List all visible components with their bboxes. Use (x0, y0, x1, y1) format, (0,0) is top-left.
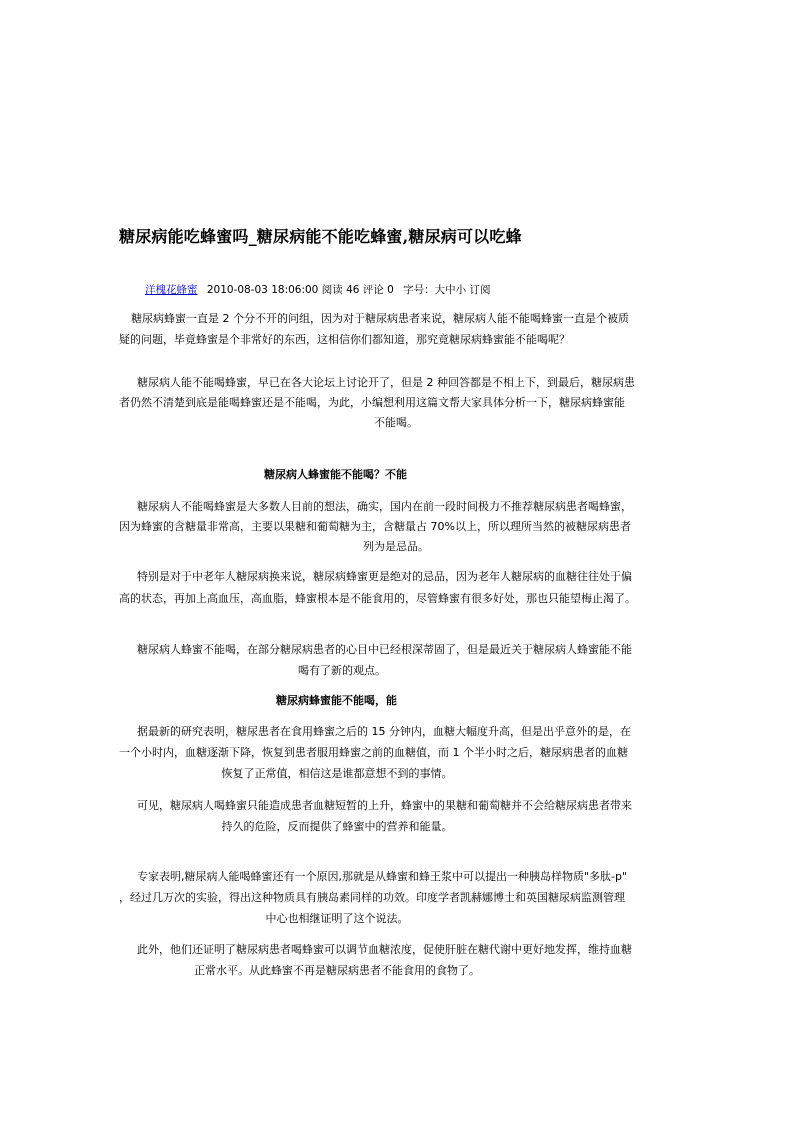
paragraph-line: 喝有了新的观点。 (298, 664, 386, 677)
paragraph-line: 糖尿病人不能喝蜂蜜是大多数人目前的想法，确实，国内在前一段时间极力不推荐糖尿病患者喝蜂蜜， (137, 500, 632, 513)
paragraph-line: 糖尿病蜂蜜一直是 2 个分不开的问组，因为对于糖尿病患者来说，糖尿病人能不能喝蜂蜜一直是个被质 (131, 312, 629, 325)
paragraph-line: 一个小时内，血糖逐渐下降，恢复到患者服用蜂蜜之前的血糖值，而 1 个半小时之后，糖尿病患者的血糖 (119, 746, 628, 759)
comment-count: 0 (387, 284, 394, 296)
paragraph-line: 可见，糖尿病人喝蜂蜜只能造成患者血糖短暂的上升，蜂蜜中的果糖和葡萄糖并不会给糖尿病患者带来 (137, 799, 632, 812)
post-datetime: 2010-08-03 18:06:00 (206, 284, 319, 296)
font-size-small-button[interactable]: 小 (455, 284, 467, 296)
section-heading: 糖尿病蜂蜜能不能喝，能 (276, 694, 397, 707)
paragraph-line: 特别是对于中老年人糖尿病换来说，糖尿病蜂蜜更是绝对的忌品，因为老年人糖尿病的血糖往往处于偏 (137, 570, 632, 583)
paragraph-line: 持久的危险，反而提供了蜂蜜中的营养和能量。 (221, 820, 453, 833)
font-size-large-button[interactable]: 大 (434, 284, 446, 296)
author-link[interactable]: 洋槐花蜂蜜 (145, 284, 198, 296)
paragraph-line: 因为蜂蜜的含糖量非常高，主要以果糖和葡萄糖为主，含糖量占 70%以上，所以理所当然的被糖尿病患者 (119, 520, 631, 533)
comment-label: 评论 (362, 284, 384, 296)
read-count: 46 (346, 284, 360, 296)
paragraph-line: 恢复了正常值，相信这是谁都意想不到的事情。 (221, 767, 453, 780)
article-title: 糖尿病能吃蜂蜜吗_糖尿病能不能吃蜂蜜,糖尿病可以吃蜂 (119, 227, 522, 246)
paragraph-line: 正常水平。从此蜂蜜不再是糖尿病患者不能食用的食物了。 (194, 964, 480, 977)
paragraph-line: 者仍然不清楚到底是能喝蜂蜜还是不能喝，为此，小编想利用这篇文帮大家具体分析一下，糖尿病蜂蜜能 (119, 396, 625, 409)
paragraph-line: 高的状态，再加上高血压，高血脂，蜂蜜根本是不能食用的，尽管蜂蜜有很多好处，那也只能望梅止渴了。 (119, 592, 636, 605)
paragraph-line: 疑的问题，毕竟蜂蜜是个非常好的东西，这相信你们都知道，那究竟糖尿病蜂蜜能不能喝呢？ (119, 333, 570, 346)
paragraph-line: 中心也相继证明了这个说法。 (265, 912, 409, 925)
section-heading: 糖尿病人蜂蜜能不能喝？不能 (264, 468, 407, 481)
font-size-label: 字号： (403, 284, 435, 296)
paragraph-line: 糖尿病人蜂蜜不能喝，在部分糖尿病患者的心目中已经根深蒂固了，但是最近关于糖尿病人蜂蜜能不能 (137, 643, 632, 656)
paragraph-line: 专家表明,糖尿病人能喝蜂蜜还有一个原因,那就是从蜂蜜和蜂王浆中可以提出一种胰岛样物质"多肽-p" (137, 870, 628, 883)
paragraph-line: 据最新的研究表明，糖尿患者在食用蜂蜜之后的 15 分钟内，血糖大幅度升高，但是出乎意外的是，在 (137, 725, 631, 738)
paragraph-line: ，经过几万次的实验，得出这种物质具有胰岛素同样的功效。印度学者凯赫娜博士和英国糖尿病监测管理 (119, 891, 625, 904)
paragraph-line: 此外，他们还证明了糖尿病患者喝蜂蜜可以调节血糖浓度，促使肝脏在糖代谢中更好地发挥，维持血糖 (137, 943, 632, 956)
paragraph-line: 不能喝。 (374, 416, 418, 429)
subscribe-link[interactable]: 订阅 (469, 284, 491, 296)
read-label: 阅读 (321, 284, 343, 296)
paragraph-line: 糖尿病人能不能喝蜂蜜，早已在各大论坛上讨论开了，但是 2 种回答都是不相上下，到最后，糖尿病患 (137, 376, 635, 389)
font-size-medium-button[interactable]: 中 (445, 284, 456, 296)
paragraph-line: 列为是忌品。 (363, 540, 429, 553)
article-meta (145, 282, 491, 297)
